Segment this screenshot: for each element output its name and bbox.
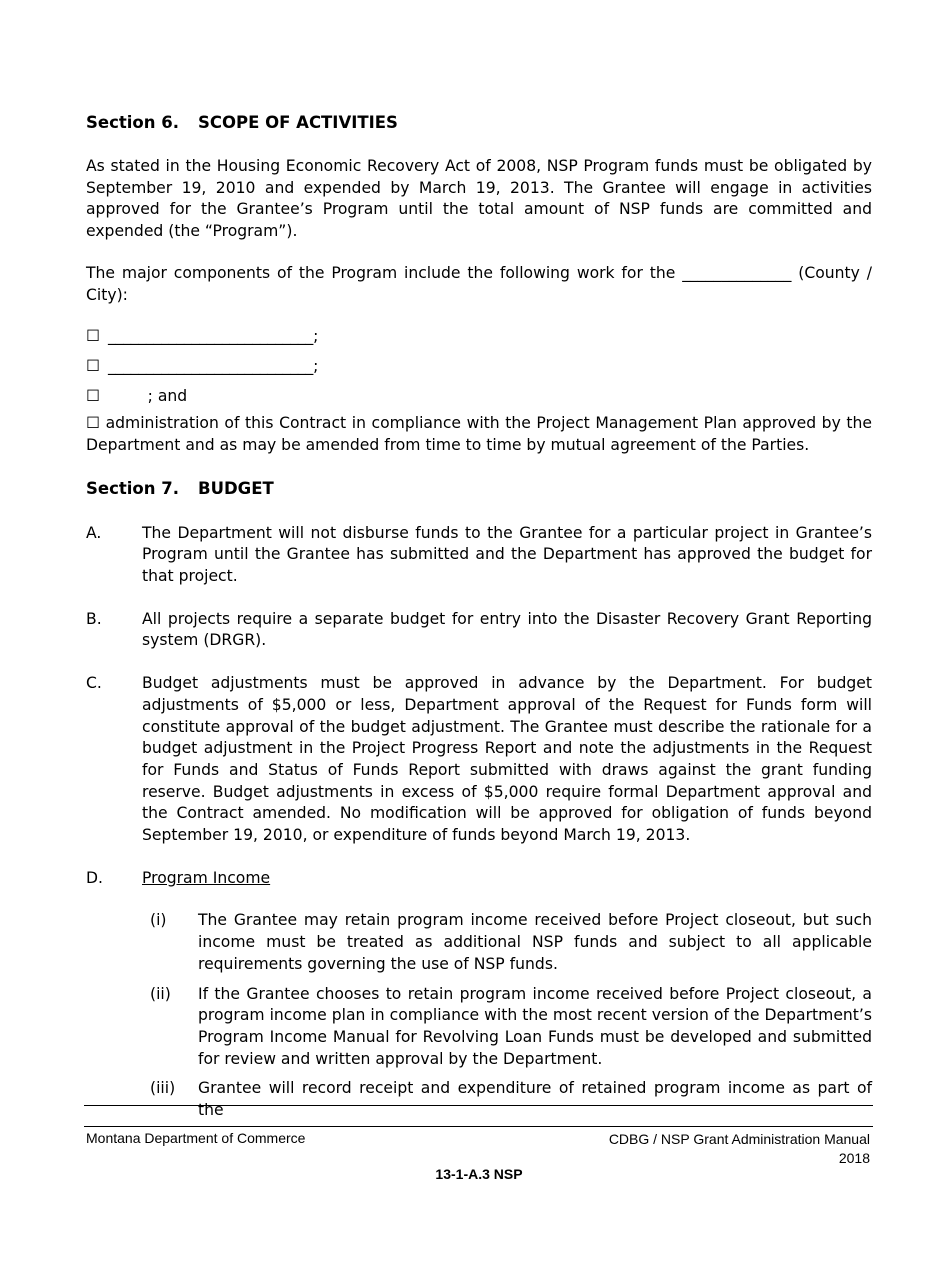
- footer-organization: Montana Department of Commerce: [86, 1130, 306, 1146]
- program-component-item: [86, 351, 872, 381]
- page-body: [86, 112, 872, 1122]
- section-7-number: Section 7.: [86, 478, 179, 498]
- item-text: The Department will not disburse funds to the Grantee for a particular project in Grantee’s Program until the Grantee has submitted and the Department has approved the budget for that project.: [142, 523, 872, 586]
- item-label: D.: [86, 868, 103, 887]
- item-label: A.: [86, 523, 102, 542]
- footer-page-id: 13-1-A.3 NSP: [435, 1166, 523, 1182]
- footer-rule: [84, 1126, 873, 1127]
- section-6-heading: [86, 112, 872, 136]
- checkbox-icon[interactable]: ☐: [86, 327, 100, 346]
- item-label: B.: [86, 609, 102, 628]
- program-component-item: [86, 321, 872, 351]
- checkbox-icon[interactable]: ☐: [86, 414, 100, 433]
- item-text: Budget adjustments must be approved in advance by the Department. For budget adjustments of $5,000 or less, Department approval of the Request for Funds form will constitute approval of the budget adjustment. The Grantee must describe the rationale for a budget adjustment in the Project Progress Report and note the adjustments in the Request for Funds and Status of Funds Report submitted with draws against the grant funding reserve. Budget adjustments in excess of $5,000 require formal Department approval and the Contract amended. No modification will be approved for obligation of funds beyond September 19, 2010, or expenditure of funds beyond March 19, 2013.: [142, 674, 872, 845]
- subitem-label: (iii): [150, 1079, 176, 1098]
- footer-manual-title: [609, 1130, 870, 1168]
- section-6-paragraph-1: As stated in the Housing Economic Recovery Act of 2008, NSP Program funds must be obligated by September 19, 2010 and expended by March 19, 2013. The Grantee will engage in activities approved for the Grantee’s Program until the total amount of NSP funds are committed and expended (the “Program”).: [86, 157, 872, 241]
- program-component-admin: [86, 413, 872, 456]
- section-6-paragraph-2: The major components of the Program include the following work for the ______________ (County / City):: [86, 263, 872, 304]
- program-income-subitem: [86, 910, 872, 975]
- program-component-item: [86, 381, 872, 411]
- section-7-title: BUDGET: [198, 478, 274, 498]
- footer-manual-name: CDBG / NSP Grant Administration Manual: [608, 1131, 870, 1147]
- footer-year: 2018: [838, 1150, 870, 1166]
- subitem-text: Grantee will record receipt and expenditure of retained program income as part of the: [198, 1079, 872, 1120]
- subitem-label: (i): [150, 911, 167, 930]
- budget-item-b: [86, 609, 872, 652]
- checkbox-icon[interactable]: ☐: [86, 387, 100, 406]
- program-component-blank: ___________________________;: [108, 327, 319, 346]
- checkbox-icon[interactable]: ☐: [86, 357, 100, 376]
- budget-item-c: [86, 673, 872, 847]
- budget-item-a: [86, 523, 872, 588]
- budget-item-d: [86, 868, 872, 890]
- section-6-title: SCOPE OF ACTIVITIES: [198, 113, 398, 132]
- admin-item-text: administration of this Contract in compliance with the Project Management Plan approved by the Department and as may be amended from time to time by mutual agreement of the Parties.: [86, 414, 872, 454]
- program-income-subitem: [86, 984, 872, 1071]
- subitem-label: (ii): [150, 984, 171, 1003]
- program-component-blank: ___________________________;: [108, 357, 319, 376]
- subitem-text: If the Grantee chooses to retain program income received before Project closeout, a program income plan in compliance with the most recent version of the Department’s Program Income Manual for Revolving Loan Funds must be developed and submitted for review and written approval by the Department.: [198, 984, 872, 1068]
- subitem-text: The Grantee may retain program income received before Project closeout, but such income must be treated as additional NSP funds and subject to all applicable requirements governing the use of NSP funds.: [198, 911, 872, 973]
- program-income-subitem: [86, 1078, 872, 1121]
- section-6-number: Section 6.: [86, 113, 179, 132]
- program-income-heading: Program Income: [142, 868, 271, 887]
- page-bottom-rule: [84, 1105, 873, 1106]
- section-7-heading: [86, 478, 872, 502]
- item-text: All projects require a separate budget for entry into the Disaster Recovery Grant Reporting system (DRGR).: [142, 609, 872, 650]
- item-label: C.: [86, 674, 102, 693]
- program-component-blank: ; and: [108, 387, 188, 406]
